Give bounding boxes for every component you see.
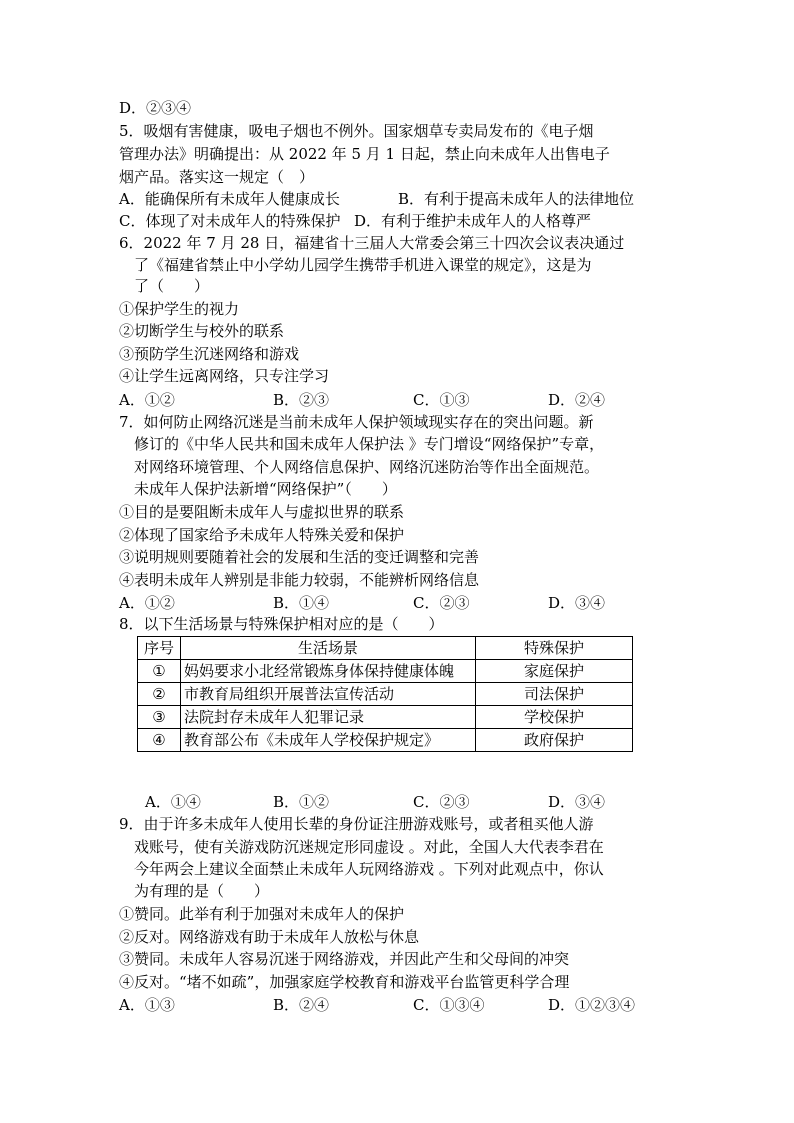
q9-item-4: ④反对。“堵不如疏”，加强家庭学校教育和游戏平台监管更科学合理 bbox=[119, 973, 570, 991]
row-number: ② bbox=[138, 683, 181, 706]
q7-item-2: ②体现了国家给予未成年人特殊关爱和保护 bbox=[119, 526, 405, 544]
row-scene: 市教育局组织开展普法宣传活动 bbox=[181, 683, 476, 706]
row-scene: 教育部公布《未成年人学校保护规定》 bbox=[181, 729, 476, 752]
q7-stem-line-1: 7．如何防止网络沉迷是当前未成年人保护领域现实存在的突出问题。新 bbox=[119, 413, 594, 431]
q7-stem-line-2: 修订的《中华人民共和国未成年人保护法 》专门增设“网络保护”专章， bbox=[134, 435, 605, 453]
row-number: ④ bbox=[138, 729, 181, 752]
q9-stem-line-4: 为有理的是（ ） bbox=[134, 882, 270, 900]
q7-option-b: B．①④ bbox=[273, 594, 330, 612]
q8-stem: 8．以下生活场景与特殊保护相对应的是（ ） bbox=[119, 615, 444, 633]
col-header-number: 序号 bbox=[138, 637, 181, 660]
row-protection: 政府保护 bbox=[476, 729, 633, 752]
row-protection: 司法保护 bbox=[476, 683, 633, 706]
row-number: ③ bbox=[138, 706, 181, 729]
q8-option-a: A．①④ bbox=[145, 793, 201, 811]
q9-option-c: C．①③④ bbox=[413, 996, 485, 1014]
q5-option-d: D．有利于维护未成年人的人格尊严 bbox=[354, 212, 592, 230]
row-scene: 妈妈要求小北经常锻炼身体保持健康体魄 bbox=[181, 660, 476, 683]
row-scene: 法院封存未成年人犯罪记录 bbox=[181, 706, 476, 729]
q6-option-a: A．①② bbox=[119, 391, 175, 409]
table-row bbox=[138, 706, 633, 729]
q8-option-c: C．②③ bbox=[413, 793, 470, 811]
q7-option-d: D．③④ bbox=[548, 594, 606, 612]
q9-option-b: B．②④ bbox=[273, 996, 330, 1014]
q7-item-3: ③说明规则要随着社会的发展和生活的变迁调整和完善 bbox=[119, 548, 480, 566]
row-number: ① bbox=[138, 660, 181, 683]
q7-stem-line-4: 未成年人保护法新增“网络保护”（ ） bbox=[134, 480, 397, 498]
q5-option-a: A．能确保所有未成年人健康成长 bbox=[119, 190, 340, 208]
table-row bbox=[138, 683, 633, 706]
q7-item-4: ④表明未成年人辨别是非能力较弱，不能辨析网络信息 bbox=[119, 571, 480, 589]
q6-option-d: D．②④ bbox=[548, 391, 606, 409]
q9-stem-line-1: 9．由于许多未成年人使用长辈的身份证注册游戏账号，或者租买他人游 bbox=[119, 815, 594, 833]
q9-option-a: A．①③ bbox=[119, 996, 175, 1014]
q8-option-b: B．①② bbox=[273, 793, 330, 811]
q6-item-2: ②切断学生与校外的联系 bbox=[119, 322, 285, 340]
q6-item-1: ①保护学生的视力 bbox=[119, 300, 240, 318]
q7-item-1: ①目的是要阻断未成年人与虚拟世界的联系 bbox=[119, 503, 405, 521]
q8-option-d: D．③④ bbox=[548, 793, 606, 811]
q9-item-3: ③赞同。未成年人容易沉迷于网络游戏，并因此产生和父母间的冲突 bbox=[119, 950, 570, 968]
q9-stem-line-2: 戏账号，使有关游戏防沉迷规定形同虚设 。对此，全国人大代表李君在 bbox=[134, 838, 604, 856]
q7-option-a: A．①② bbox=[119, 594, 175, 612]
col-header-protection: 特殊保护 bbox=[476, 637, 633, 660]
q5-stem-line-3: 烟产品。落实这一规定（ ） bbox=[119, 168, 315, 186]
q7-option-c: C．②③ bbox=[413, 594, 470, 612]
row-protection: 学校保护 bbox=[476, 706, 633, 729]
table-header-row bbox=[138, 637, 633, 660]
q9-item-1: ①赞同。此举有利于加强对未成年人的保护 bbox=[119, 905, 405, 923]
q5-option-c: C．体现了对未成年人的特殊保护 bbox=[119, 212, 341, 230]
table-row bbox=[138, 660, 633, 683]
q4-option-d: D．②③④ bbox=[119, 99, 192, 117]
q5-stem-line-2: 管理办法》明确提出：从 2022 年 5 月 1 日起，禁止向未成年人出售电子 bbox=[119, 145, 610, 163]
q5-option-b: B．有利于提高未成年人的法律地位 bbox=[398, 190, 635, 208]
q6-stem-line-3: 了（ ） bbox=[134, 277, 210, 295]
q6-option-c: C．①③ bbox=[413, 391, 470, 409]
q5-stem-line-1: 5．吸烟有害健康，吸电子烟也不例外。国家烟草专卖局发布的《电子烟 bbox=[119, 122, 594, 140]
q6-item-4: ④让学生远离网络，只专注学习 bbox=[119, 367, 330, 385]
q6-stem-line-1: 6．2022 年 7 月 28 日，福建省十三届人大常委会第三十四次会议表决通过 bbox=[119, 234, 625, 252]
q6-option-b: B．②③ bbox=[273, 391, 330, 409]
q6-item-3: ③预防学生沉迷网络和游戏 bbox=[119, 345, 300, 363]
q9-option-d: D．①②③④ bbox=[548, 996, 636, 1014]
q6-stem-line-2: 了《福建省禁止中小学幼儿园学生携带手机进入课堂的规定》，这是为 bbox=[134, 256, 592, 274]
q7-stem-line-3: 对网络环境管理、个人网络信息保护、网络沉迷防治等作出全面规范。 bbox=[134, 458, 600, 476]
q9-stem-line-3: 今年两会上建议全面禁止未成年人玩网络游戏 。下列对此观点中，你认 bbox=[134, 860, 604, 878]
col-header-scene: 生活场景 bbox=[181, 637, 476, 660]
q8-table bbox=[137, 636, 633, 752]
q9-item-2: ②反对。网络游戏有助于未成年人放松与休息 bbox=[119, 928, 420, 946]
table-row bbox=[138, 729, 633, 752]
row-protection: 家庭保护 bbox=[476, 660, 633, 683]
